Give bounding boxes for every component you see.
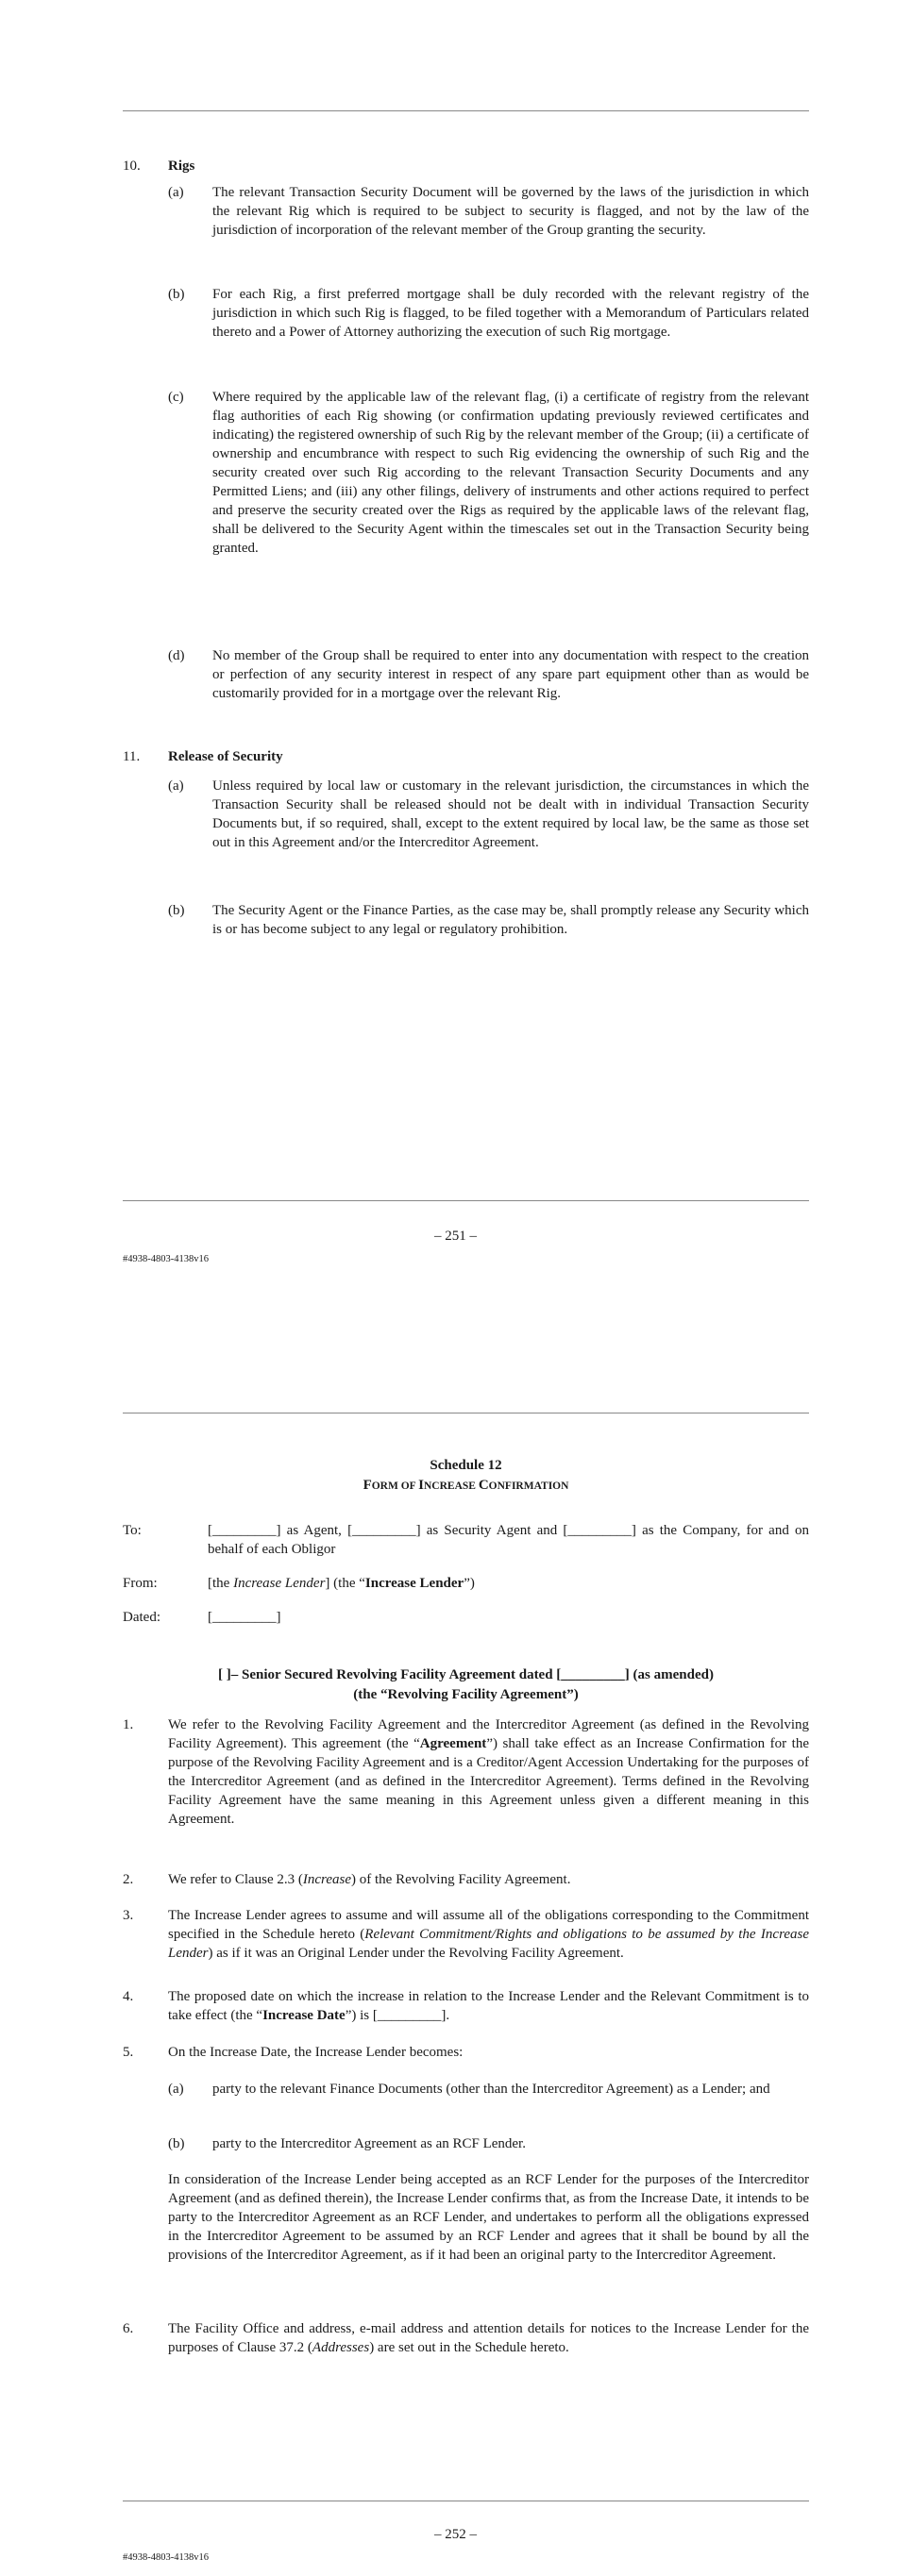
item-text: For each Rig, a first preferred mortgage shall be duly recorded with the relevant registry of the jurisdiction in which such Rig is flagged, to be filed together with a Memorandum of Particulars related thereto and a Power of Attorney authorizing the execution of such Rig mortgage.: [212, 287, 809, 340]
item-text: The relevant Transaction Security Document will be governed by the laws of the jurisdiction in which the relevant Rig which is required to be subject to security is flagged, and not by the law of the jurisdiction of incorporation of the relevant member of the Group granting the security.: [212, 185, 809, 238]
item-label: (a): [168, 185, 184, 200]
item-text: Unless required by local law or customary in the relevant jurisdiction, the circumstances in which the Transaction Security shall be released should not be dealt with in individual Transaction Security Documents but, if so required, shall, except to the extent required by local law, be the same as those set out in this Agreement and/or the Intercreditor Agreement.: [212, 778, 809, 850]
clause-number: 11.: [123, 749, 141, 764]
schedule-subtitle: FORM OF INCREASE CONFIRMATION: [363, 1478, 569, 1493]
item-label: (a): [168, 778, 184, 794]
paragraph-number: 1.: [123, 1717, 134, 1732]
footer-rule: [123, 1200, 809, 1201]
to-text: [_________] as Agent, [_________] as Security Agent and [_________] as the Company, for and on behalf of each Obligor: [208, 1523, 809, 1557]
paragraph-text: The Facility Office and address, e-mail address and attention details for notices to the Increase Lender for the purposes of Clause 37.2 (Addresses) are set out in the Schedule hereto.: [168, 2321, 809, 2355]
clause-11-heading: [123, 747, 809, 766]
item-label: (a): [168, 2082, 184, 2097]
clause-title: Rigs: [168, 159, 195, 174]
paragraph-number: 4.: [123, 1989, 134, 2004]
paragraph-text: In consideration of the Increase Lender being accepted as an RCF Lender for the purposes of the Intercreditor Agreement (and as defined therein), the Increase Lender confirms that, as from the Increase Date, it intends to be party to the Intercreditor Agreement as an RCF Lender, and undertakes to perform all the obligations expressed in the Intercreditor Agreement to be assumed by an RCF Lender and agrees that it shall be bound by all the provisions of the Intercreditor Agreement, as if it had been an original party to the Intercreditor Agreement.: [168, 2172, 809, 2263]
paragraph-text: We refer to Clause 2.3 (Increase) of the Revolving Facility Agreement.: [168, 1872, 571, 1887]
page-252: [0, 1312, 911, 2576]
item-label: (d): [168, 648, 185, 663]
item-label: (b): [168, 903, 185, 918]
clause-11: [123, 747, 809, 766]
paragraph-text: We refer to the Revolving Facility Agreement and the Intercreditor Agreement (as defined in the Revolving Facility Agreement). This agreement (the “Agreement”) shall take effect as an Increase Confirmation for the purpose of the Revolving Facility Agreement and is a Creditor/Agent Accession Undertaking for the purposes of the Intercreditor Agreement (and as defined in the Intercreditor Agreement). Terms defined in the Revolving Facility Agreement have the same meaning in this Agreement unless given a different meaning in this Agreement.: [168, 1717, 809, 1827]
paragraph-text: The proposed date on which the increase in relation to the Increase Lender and the Relevant Commitment is to take effect (the “Increase Date”) is [_________].: [168, 1989, 809, 2023]
paragraph-number: 3.: [123, 1908, 134, 1923]
paragraph-number: 6.: [123, 2321, 134, 2336]
item-label: (b): [168, 287, 185, 302]
paragraph-number: 2.: [123, 1872, 134, 1887]
item-text: party to the Intercreditor Agreement as an RCF Lender.: [212, 2136, 526, 2151]
dated-label: Dated:: [123, 1610, 160, 1625]
clause-10: [123, 157, 809, 176]
header-rule: [123, 110, 809, 111]
item-label: (b): [168, 2136, 185, 2151]
document-reference: #4938-4803-4138v16: [123, 2552, 209, 2563]
clause-10-heading: [123, 157, 809, 176]
paragraph-text: On the Increase Date, the Increase Lender becomes:: [168, 2045, 464, 2060]
clause-number: 10.: [123, 159, 141, 174]
to-label: To:: [123, 1523, 142, 1538]
page-number: – 251 –: [434, 1229, 477, 1244]
item-label: (c): [168, 390, 184, 405]
clause-title: Release of Security: [168, 749, 283, 764]
item-text: The Security Agent or the Finance Parties, as the case may be, shall promptly release any Security which is or has become subject to any legal or regulatory prohibition.: [212, 903, 809, 937]
item-text: Where required by the applicable law of the relevant flag, (i) a certificate of registry from the relevant flag authorities of each Rig showing (or confirmation updating previously reviewed certificates and indicating) the registered ownership of such Rig by the relevant member of the Group; (ii) a certificate of ownership and encumbrance with respect to such Rig evidencing the ownership of such Rig and the security created over such Rig according to the relevant Transaction Security Documents and any Permitted Liens; and (iii) any other filings, delivery of instruments and other actions required to perfect and preserve the security created over the Rigs as required by the applicable laws of the relevant flag, shall be delivered to the Security Agent within the timescales set out in the Transaction Security being granted.: [212, 390, 809, 556]
dated-text: [_________]: [208, 1610, 281, 1625]
item-text: party to the relevant Finance Documents (other than the Intercreditor Agreement) as a Lender; and: [212, 2082, 770, 2097]
agreement-heading-line1: [ ]– Senior Secured Revolving Facility Agreement dated [_________] (as amended): [218, 1667, 714, 1682]
document-reference: #4938-4803-4138v16: [123, 1254, 209, 1264]
paragraph-number: 5.: [123, 2045, 134, 2060]
page-number: – 252 –: [434, 2527, 477, 2542]
agreement-heading-line2: (the “Revolving Facility Agreement”): [353, 1687, 579, 1702]
paragraph-text: The Increase Lender agrees to assume and will assume all of the obligations corresponding to the Commitment specified in the Schedule hereto (Relevant Commitment/Rights and obligations to be assumed by the Increase Lender) as if it was an Original Lender under the Revolving Facility Agreement.: [168, 1908, 810, 1961]
from-text: [the Increase Lender] (the “Increase Lender”): [208, 1576, 475, 1591]
schedule-title: Schedule 12: [430, 1458, 502, 1473]
from-label: From:: [123, 1576, 158, 1591]
item-text: No member of the Group shall be required to enter into any documentation with respect to the creation or perfection of any security interest in respect of any spare part equipment other than as would be customarily provided for in a mortgage over the relevant Rig.: [212, 648, 809, 701]
